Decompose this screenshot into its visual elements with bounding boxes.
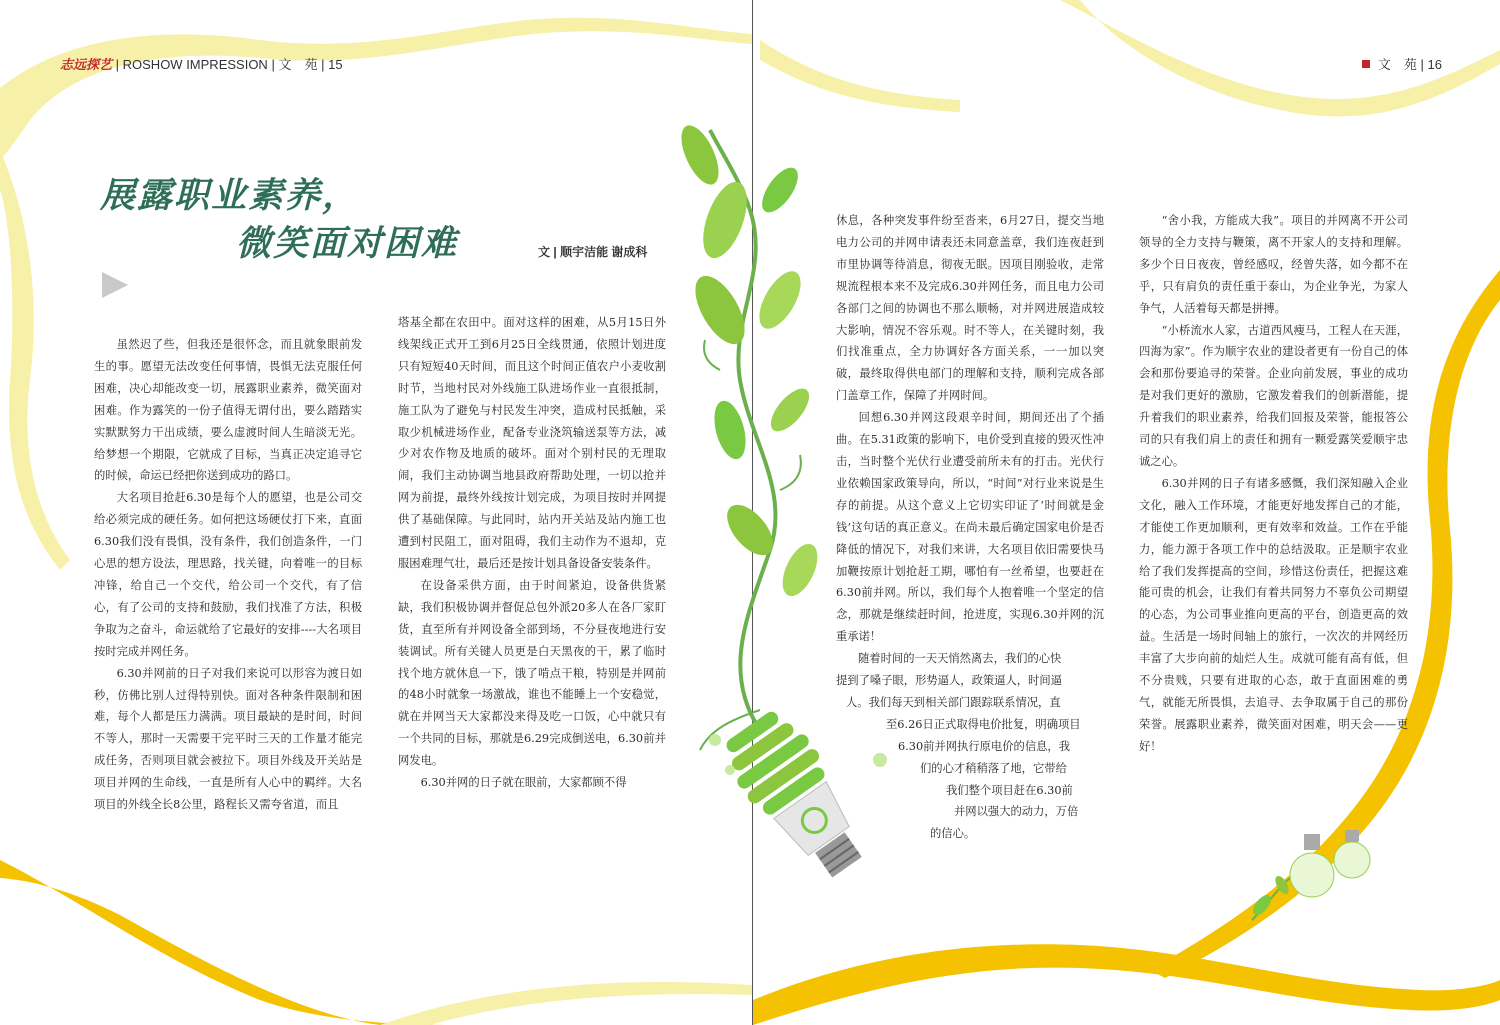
square-marker-icon [1362,60,1370,68]
pale-ribbon-right-inner [760,40,960,112]
text-line: 至6.26日正式取得电价批复，明确项目 [886,717,1081,731]
text-line: 的信心。 [930,827,976,841]
brand-logo: 志远探艺 [60,58,113,73]
text-line: 我们整个项目赶在6.30前 [946,783,1073,797]
yellow-ribbon-bottom-right [753,944,1500,1025]
paragraph: 回想6.30并网这段艰辛时间，期间还出了个插曲。在5.31政策的影响下，电价受到直接的毁灭性冲击，当时整个光伏行业遭受前所未有的打击。光伏行业依赖国家政策导向，所以，“时间”对行业来说是生存的前提。从这个意义上它切实印证了‘时间就是金钱’这句话的真正意义。在尚未最后确定国家电价是否降低的情况下，对我们来讲，大名项目依旧需要快马加鞭按原计划抢赶工期，哪怕有一丝希望，也要赶在6.30前并网。所以，我们每个人抱着唯一个坚定的信念，那就是继续赶时间，抢进度，实现6.30并网的沉重承诺！ [836,411,1104,644]
byline-prefix: 文 [538,245,551,259]
shaped-paragraph [836,648,1104,845]
text-line: 6.30前并网执行原电价的信息，我 [898,739,1071,753]
text-column-3 [836,210,1104,845]
bulb-icon [1334,842,1370,878]
text-line: 们的心才稍稍落了地，它带给 [920,761,1067,775]
paragraph: 在设备采供方面，由于时间紧迫，设备供货紧缺，我们积极协调并督促总包外派20多人在各厂家盯货，直至所有并网设备全部到场，不分昼夜地进行安装调试。所有关键人员更是白天黑夜的干，累了临时找个地方就休息一下，饿了啃点干粮，特别是并网前的48小时就象一场激战，谁也不能睡上一个安稳觉，就在并网当天大家都没来得及吃一口饭，心中就只有一个共同的目标，那就是6.29完成倒送电，6.30前并网发电。 [398,578,666,768]
text-column-2 [398,312,666,794]
text-line: 随着时间的一天天悄然离去，我们的心快 [858,652,1062,666]
play-triangle-icon [102,272,128,298]
small-bulbs-illustration [1232,830,1392,930]
category-label: 文 苑 [278,57,318,72]
text-line: 人。我们每天到相关部门跟踪联系情况，直 [846,695,1061,709]
text-line: 提到了嗓子眼，形势逼人，政策逼人，时间逼 [836,674,1062,688]
paragraph: 6.30并网前的日子对我们来说可以形容为渡日如秒，仿佛比别人过得特别快。面对各种条件限制和困难，每个人都是压力满满。项目最缺的是时间，时间不等人，那时一天需要干完平时三天的工作量才能完成任务，否则项目就会被拉下。项目外线及开关站是项目并网的生命线，一直是所有人心中的羁绊。大名项目的外线全长8公里，路程长又需夸省道，而且 [94,666,362,812]
paragraph: 虽然迟了些，但我还是很怀念，而且就象眼前发生的事。愿望无法改变任何事情，畏惧无法克服任何困难，决心却能改变一切，展露职业素养，微笑面对困难。作为露笑的一份子值得无谓付出，要么踏踏实实默默努力干出成绩，要么虚渡时间人生暗淡无光。给梦想一个期限，它就成了目标，当真正决定追寻它的时候，命运已经把你送到成功的路口。 [94,338,362,483]
yellow-ribbon-bottom-left [0,860,460,1025]
byline-author: 谢成科 [611,245,648,259]
paragraph: “舍小我，方能成大我”。项目的并网离不开公司领导的全力支持与鞭策，离不开家人的支持和理解。多少个日日夜夜，曾经感叹，经曾失落，如今都不在乎，只有肩负的责任重于泰山，为企业争光，为家人争气，人活着每天都是拼搏。 [1139,214,1408,315]
paragraph: “小桥流水人家，古道西风瘦马，工程人在天涯，四海为家”。作为顺宇农业的建设者更有一份自己的体会和那份要追寻的荣誉。企业向前发展，事业的成功是对我们更好的激励，它激发着我们的创新潜能，提升着我们的职业素养，给我们回报及荣誉，能报答公司的只有我们肩上的责任和拥有一颗爱露笑爱顺宇忠诚之心。 [1139,323,1408,468]
article-title-line2: 微笑面对困难 [236,223,459,264]
paragraph: 大名项目抢赶6.30是每个人的愿望，也是公司交给必须完成的硬任务。如何把这场硬仗打下来，直面6.30我们没有畏惧，没有条件，我们创造条件，一门心思的想方设法，理思路，找关键，向着唯一的目标冲锋，给自己一个交代，给公司一个交代，有了信心，有了公司的支持和鼓励，我们找准了方法，积极争取为之奋斗，命运就给了它最好的安排----大名项目按时完成并网任务。 [94,491,362,658]
pale-ribbon-bottom [380,982,752,1025]
byline-org: 顺宇洁能 [560,245,609,259]
paragraph: 6.30并网的日子就在眼前，大家都顾不得 [420,776,627,790]
header-left: 志远探艺 | ROSHOW IMPRESSION | 文 苑 | 15 [60,57,343,73]
page-number: 15 [328,57,343,72]
paragraph: 6.30并网的日子有诸多感慨，我们深知融入企业文化，融入工作环境，才能更好地发挥自己的才能，才能使工作更加顺利，更有效率和效益。工作在乎能力，能力源于各项工作中的总结汲取。正是顺宇农业给了我们发挥提高的空间，珍惜这份责任，把握这难能可贵的机会，让我们有着共同努力不辜负公司期望的心态，为公司事业推向更高的平台，创造更高的效益。生活是一场时间轴上的旅行，一次次的并网经历丰富了大步向前的灿烂人生。成就可能有高有低，但不分贵贱，只要有进取的心态，敢于直面困难的勇气，就能无所畏惧，去追寻、去争取属于自己的那份荣誉。展露职业素养，微笑面对困难，明天会——更好！ [1139,476,1408,753]
article-title-line1: 展露职业素养， [100,175,360,216]
paragraph: 休息，各种突发事件纷至沓来，6月27日，提交当地电力公司的并网申请表还未同意盖章，我们连夜赶到市里协调等待消息，彻夜无眠。因项目刚验收，走常规流程根本来不及完成6.30并网任务，而且电力公司各部门之间的协调也不那么顺畅，对并网进展造成较大影响，情况不容乐观。时不等人，在关键时刻，我们找准重点，全力协调好各方面关系，一一加以突破，最终取得供电部门的理解和支持，顺利完成各部门盖章工作，保障了并网时间。 [836,214,1104,403]
pale-ribbon-left [0,18,752,160]
text-column-4 [1139,210,1408,758]
bulb-icon [1290,853,1334,897]
text-line: 并网以强大的动力，万倍 [954,805,1079,819]
text-column-1 [94,334,362,816]
pale-ribbon-left-side [0,150,70,570]
header-right: 文 苑 | 16 [1362,54,1442,73]
category-label: 文 苑 [1377,57,1417,72]
byline: 文 | 顺宇洁能 谢成科 [538,245,648,259]
page-number: 16 [1427,57,1442,72]
paragraph: 塔基全都在农田中。面对这样的困难，从5月15日外线架线正式开工到6月25日全线贯通，依照计划进度只有短短40天时间，而且这个时间正值农户小麦收割时节，当地村民对外线施工队进场作业一直很抵制，施工队为了避免与村民发生冲突，造成村民抵触，采取少机械进场作业，配备专业浇筑输送泵等方法，减少对农作物及地质的破坏。面对个别村民的无理取闹，我们主动协调当地县政府帮助处理，一切以抢并网为前提，最终外线按计划完成，为项目按时并网提供了基础保障。与此同时，站内开关站及站内施工也遭到村民阻工，面对阻碍，我们主动作为不退却，克服困难理气壮，最后还是按计划具备设备安装条件。 [398,316,666,570]
section-name: ROSHOW IMPRESSION [122,57,268,72]
